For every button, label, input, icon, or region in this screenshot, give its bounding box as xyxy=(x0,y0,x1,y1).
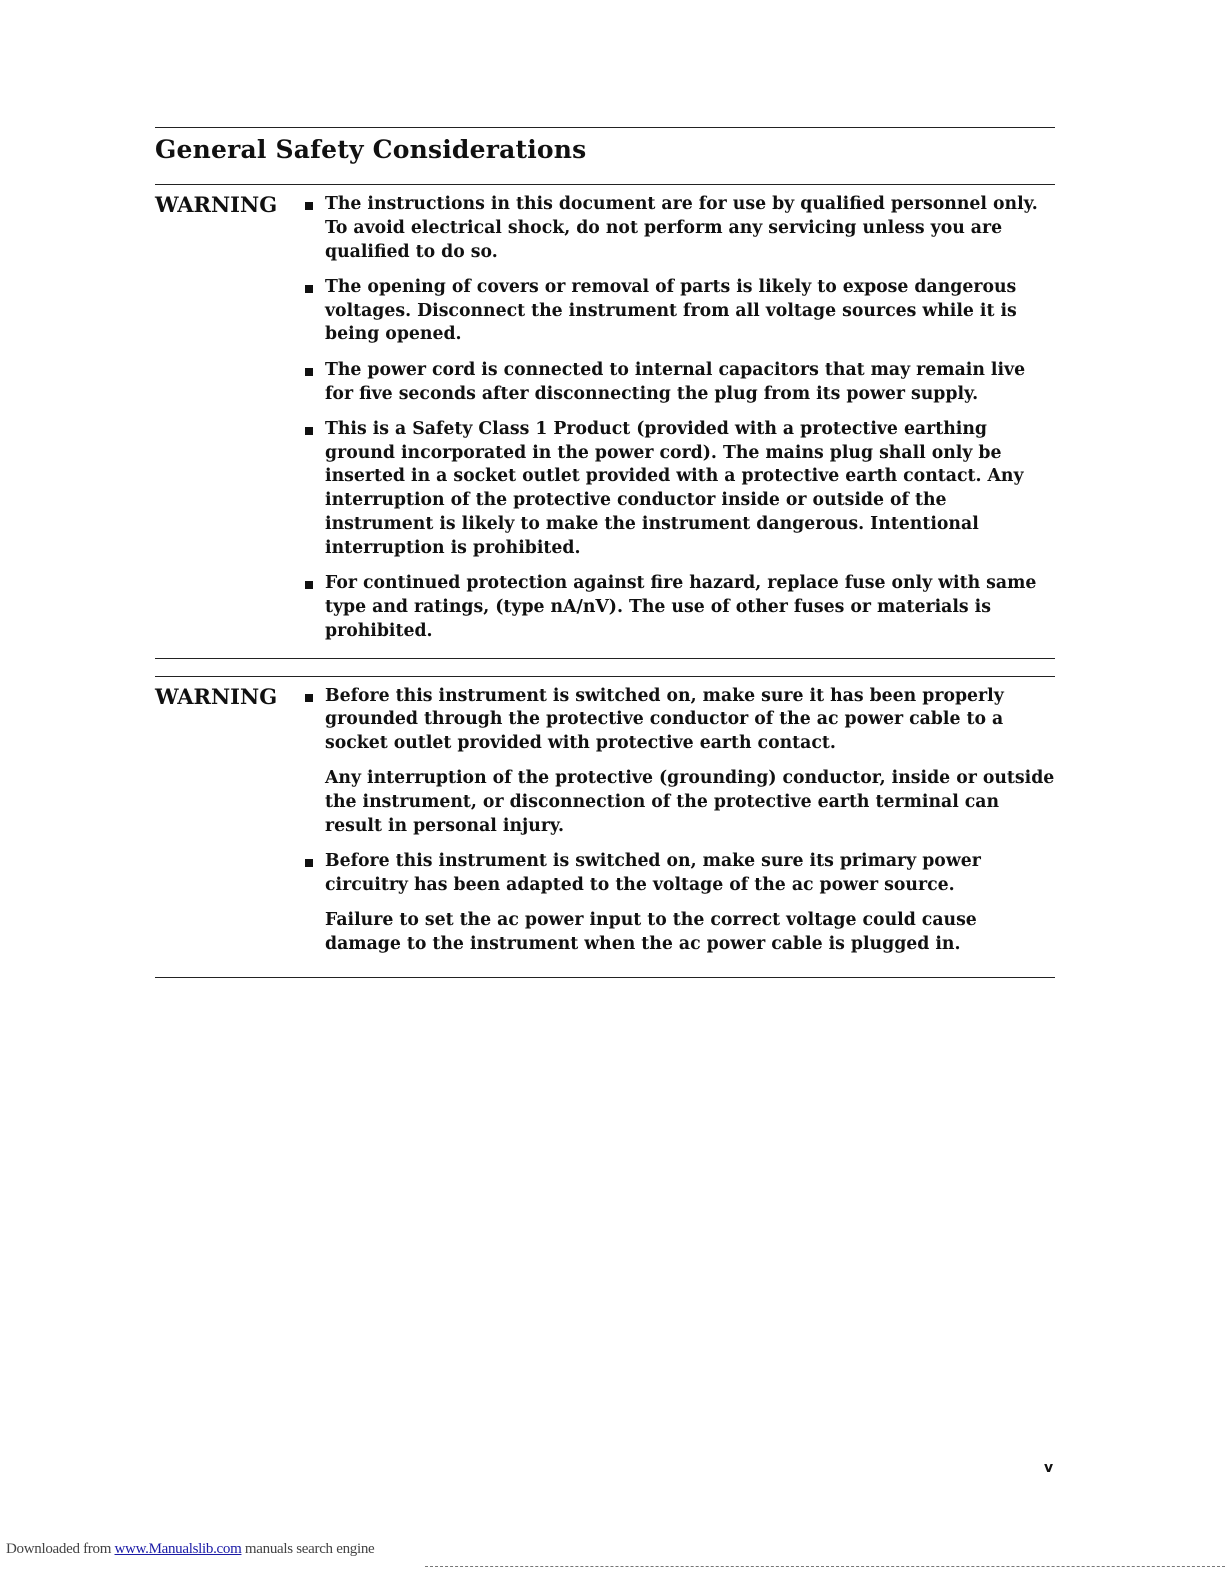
footer-prefix: Downloaded from xyxy=(6,1541,115,1557)
warning-item-text: The opening of covers or removal of parts is likely to expose dangerous voltages. Disconnect the instrument from all voltage sources while it is being opened. xyxy=(325,276,1017,345)
warning-item xyxy=(305,572,1055,643)
warning-item xyxy=(305,276,1055,347)
warning-item xyxy=(305,359,1055,407)
warning-item-text: The power cord is connected to internal capacitors that may remain live for five seconds after disconnecting the plug from its power supply. xyxy=(325,359,1026,404)
square-bullet-icon xyxy=(305,285,313,293)
warning-block-2 xyxy=(155,681,1055,957)
warning-followup-text: Any interruption of the protective (grounding) conductor, inside or outside the instrument, or disconnection of the protective earth terminal can result in personal injury. xyxy=(325,768,1055,837)
warning-item-text: Before this instrument is switched on, make sure it has been properly grounded through the protective conductor of the ac power cable to a socket outlet provided with protective earth contact. xyxy=(325,685,1004,754)
footer-link[interactable]: www.Manualslib.com xyxy=(114,1541,242,1557)
document-page xyxy=(155,127,1055,978)
warning-item-text: For continued protection against fire hazard, replace fuse only with same type and ratings, (type nA/nV). The use of other fuses or materials is prohibited. xyxy=(325,573,1037,641)
square-bullet-icon xyxy=(305,368,313,376)
download-footer xyxy=(6,1541,374,1558)
warning-item-text: The instructions in this document are for use by qualified personnel only. To avoid electrical shock, do not perform any servicing unless you are qualified to do so. xyxy=(325,194,1038,262)
warning-item xyxy=(305,418,1055,561)
separator-rule xyxy=(155,658,1055,659)
warning-item-text: This is a Safety Class 1 Product (provided with a protective earthing ground incorporated in the power cord). The mains plug shall only be inserted in a socket outlet provided with a protective earth contact. Any interruption of the protective conductor inside or outside of the instrument is likely to make the instrument dangerous. Intentional interruption is prohibited. xyxy=(325,418,1024,558)
warning-content xyxy=(305,193,1055,644)
warning-label: WARNING xyxy=(155,192,278,217)
square-bullet-icon xyxy=(305,581,313,589)
footer-suffix: manuals search engine xyxy=(241,1541,375,1557)
square-bullet-icon xyxy=(305,859,313,867)
warning-item xyxy=(305,193,1055,264)
warning-item xyxy=(305,850,1055,898)
square-bullet-icon xyxy=(305,202,313,210)
warning-block-1 xyxy=(155,189,1055,644)
warning-content xyxy=(305,685,1055,957)
section-rule xyxy=(155,184,1055,185)
warning-followup-text: Failure to set the ac power input to the correct voltage could cause damage to the instrument when the ac power cable is plugged in. xyxy=(325,910,977,955)
square-bullet-icon xyxy=(305,694,313,702)
warning-label: WARNING xyxy=(155,683,278,709)
page-title: General Safety Considerations xyxy=(155,135,587,164)
square-bullet-icon xyxy=(305,427,313,435)
separator-rule xyxy=(155,676,1055,677)
footer-dashed-rule xyxy=(425,1566,1225,1567)
page-number: v xyxy=(1044,1460,1054,1476)
top-rule xyxy=(155,127,1055,128)
bottom-section-rule xyxy=(155,977,1055,978)
warning-item xyxy=(305,685,1055,756)
warning-item-text: Before this instrument is switched on, make sure its primary power circuitry has been adapted to the voltage of the ac power source. xyxy=(325,851,981,896)
separator-double-rule xyxy=(155,658,1055,677)
